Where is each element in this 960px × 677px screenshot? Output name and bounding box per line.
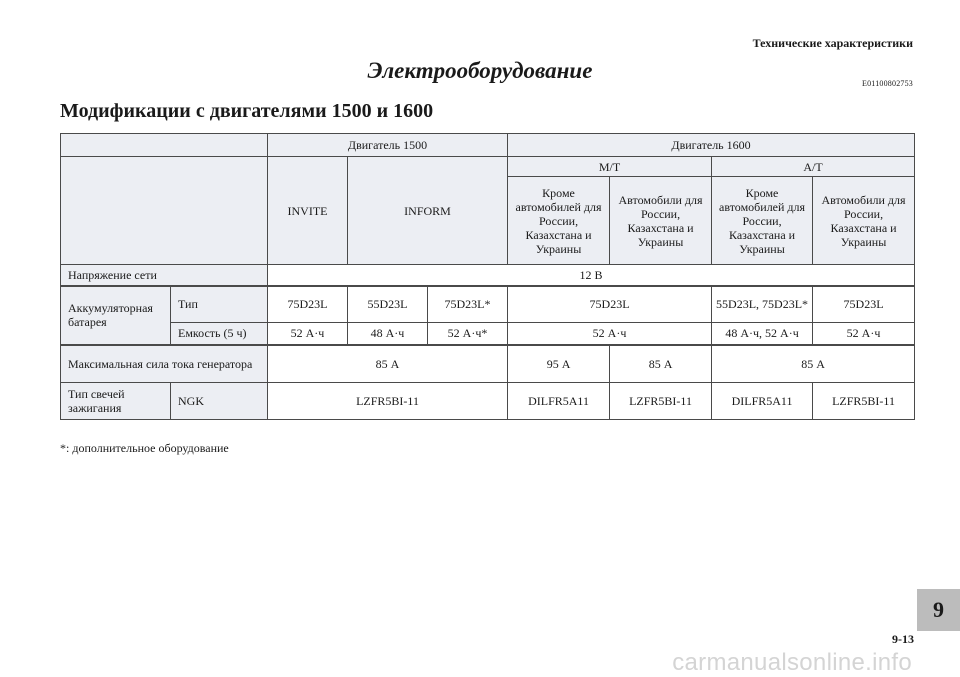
page-title: Электрооборудование bbox=[367, 58, 593, 83]
battery-type-label: Тип bbox=[171, 286, 268, 323]
header-at: A/T bbox=[712, 157, 915, 177]
section-header: Технические характеристики bbox=[752, 36, 913, 50]
battery-capacity-value: 52 А·ч* bbox=[428, 323, 508, 345]
battery-type-value: 75D23L bbox=[813, 286, 915, 323]
battery-capacity-value: 52 А·ч bbox=[268, 323, 348, 345]
voltage-value: 12 В bbox=[268, 265, 915, 286]
header-invite: INVITE bbox=[268, 157, 348, 265]
alternator-value: 95 А bbox=[508, 345, 610, 383]
alternator-value: 85 А bbox=[268, 345, 508, 383]
header-at-except-russia: Кроме автомобилей для России, Казахстана и Украины bbox=[712, 177, 813, 265]
header-engine-1600: Двигатель 1600 bbox=[508, 134, 915, 157]
header-empty-cell bbox=[61, 157, 268, 265]
battery-label: Аккумуляторная батарея bbox=[61, 286, 171, 345]
battery-type-value: 75D23L bbox=[268, 286, 348, 323]
spark-plug-value: DILFR5A11 bbox=[508, 383, 610, 420]
battery-type-value: 55D23L, 75D23L* bbox=[712, 286, 813, 323]
header-mt: M/T bbox=[508, 157, 712, 177]
battery-type-value: 55D23L bbox=[348, 286, 428, 323]
battery-capacity-value: 52 А·ч bbox=[508, 323, 712, 345]
spark-plug-label: Тип свечей зажигания bbox=[61, 383, 171, 420]
alternator-value: 85 А bbox=[610, 345, 712, 383]
battery-capacity-value: 52 А·ч bbox=[813, 323, 915, 345]
battery-capacity-value: 48 А·ч bbox=[348, 323, 428, 345]
header-inform: INFORM bbox=[348, 157, 508, 265]
chapter-tab: 9 bbox=[917, 589, 960, 631]
document-code: E01100802753 bbox=[862, 79, 913, 88]
header-mt-russia: Автомобили для России, Казахстана и Украины bbox=[610, 177, 712, 265]
spark-plug-brand: NGK bbox=[171, 383, 268, 420]
battery-capacity-value: 48 А·ч, 52 А·ч bbox=[712, 323, 813, 345]
page-number: 9-13 bbox=[892, 632, 914, 646]
battery-type-value: 75D23L* bbox=[428, 286, 508, 323]
header-engine-1500: Двигатель 1500 bbox=[268, 134, 508, 157]
alternator-label: Максимальная сила тока генератора bbox=[61, 345, 268, 383]
battery-capacity-label: Емкость (5 ч) bbox=[171, 323, 268, 345]
spark-plug-value: DILFR5A11 bbox=[712, 383, 813, 420]
voltage-label: Напряжение сети bbox=[61, 265, 268, 286]
header-at-russia: Автомобили для России, Казахстана и Украины bbox=[813, 177, 915, 265]
header-mt-except-russia: Кроме автомобилей для России, Казахстана и Украины bbox=[508, 177, 610, 265]
battery-type-value: 75D23L bbox=[508, 286, 712, 323]
footnote: *: дополнительное оборудование bbox=[60, 441, 229, 455]
spark-plug-value: LZFR5BI-11 bbox=[268, 383, 508, 420]
spark-plug-value: LZFR5BI-11 bbox=[813, 383, 915, 420]
electrical-spec-table bbox=[60, 133, 915, 420]
header-empty-cell bbox=[61, 134, 268, 157]
watermark: carmanualsonline.info bbox=[672, 649, 912, 676]
section-subtitle: Модификации с двигателями 1500 и 1600 bbox=[60, 100, 434, 122]
alternator-value: 85 А bbox=[712, 345, 915, 383]
spark-plug-value: LZFR5BI-11 bbox=[610, 383, 712, 420]
